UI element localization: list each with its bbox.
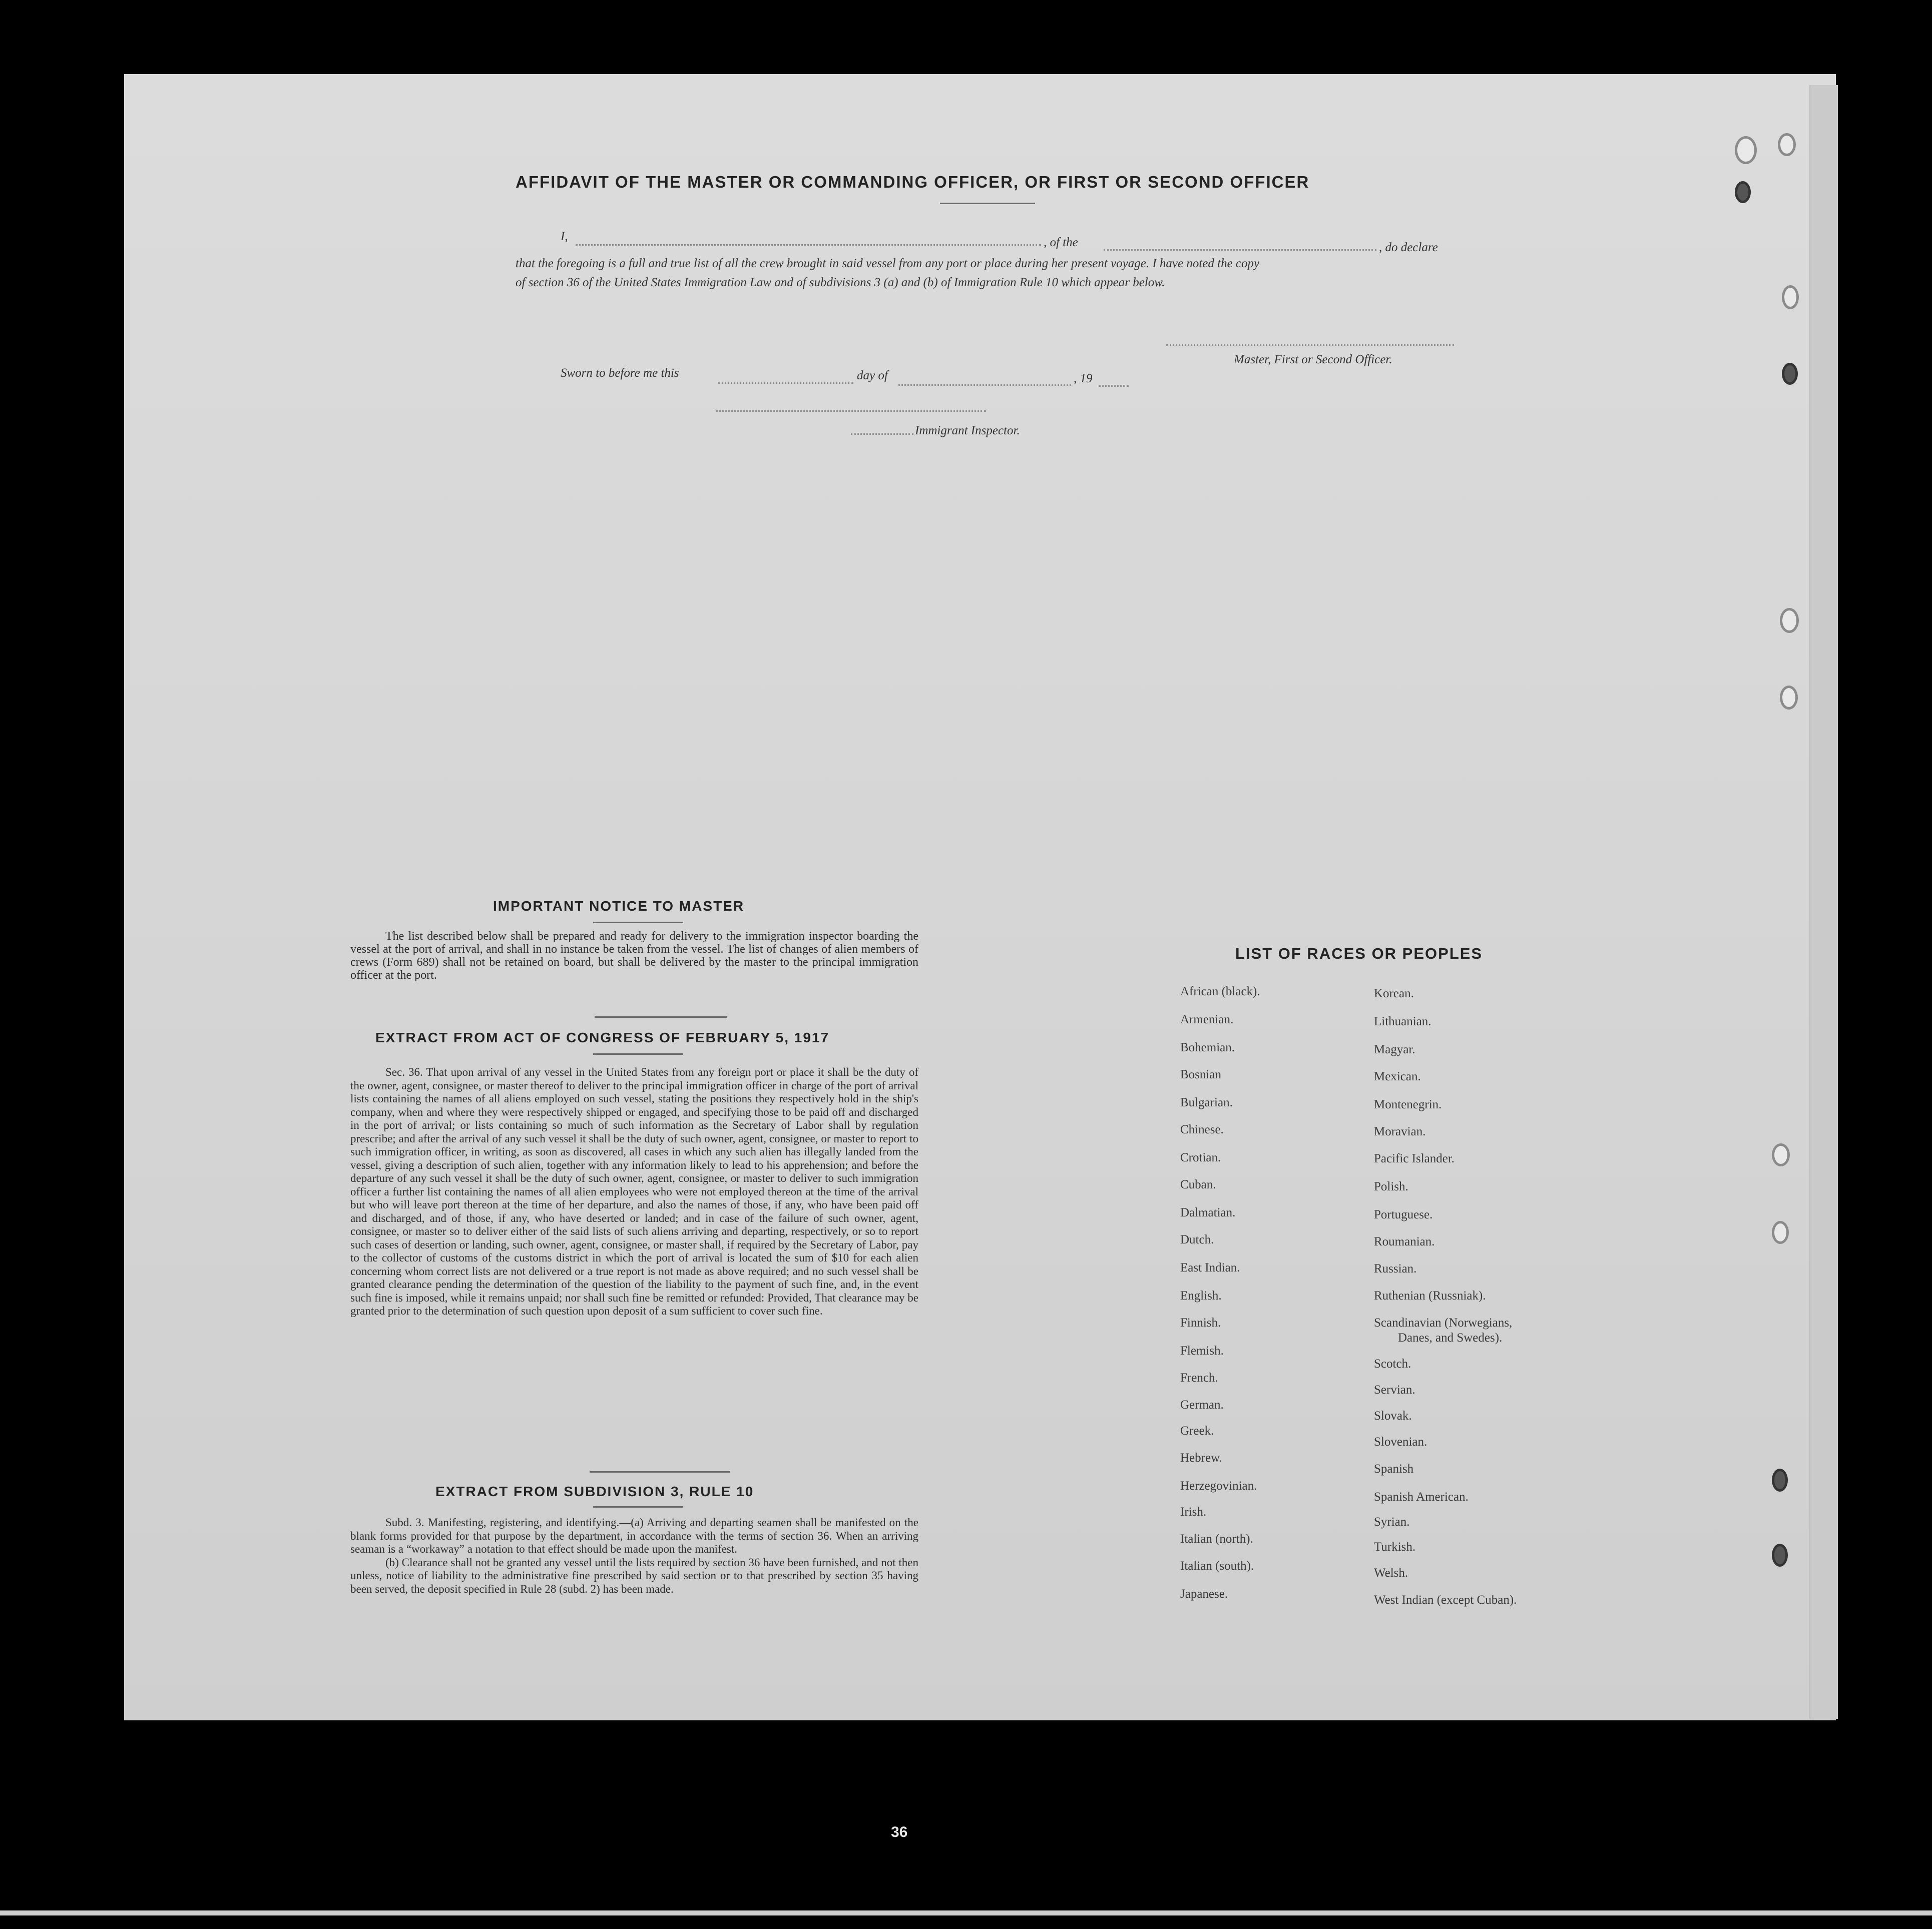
- race-item: Irish.: [1180, 1505, 1207, 1519]
- race-item: German.: [1180, 1398, 1224, 1412]
- race-item: Slovenian.: [1374, 1435, 1427, 1449]
- race-item: Scandinavian (Norwegians,: [1374, 1316, 1513, 1330]
- race-item: Syrian.: [1374, 1515, 1410, 1529]
- vessel-line: [1104, 249, 1376, 251]
- binder-hole: [1780, 608, 1799, 633]
- race-item: Greek.: [1180, 1424, 1214, 1438]
- divider: [940, 203, 1035, 204]
- race-item: Mexican.: [1374, 1070, 1421, 1083]
- race-item: Portuguese.: [1374, 1208, 1433, 1221]
- divider: [593, 922, 683, 923]
- day-line: [718, 382, 853, 384]
- race-item: Scotch.: [1374, 1357, 1411, 1371]
- race-item: Turkish.: [1374, 1540, 1416, 1554]
- affidavit-of-the: , of the: [1044, 236, 1078, 249]
- race-item: Flemish.: [1180, 1344, 1224, 1358]
- divider: [590, 1471, 730, 1473]
- divider: [595, 1016, 727, 1018]
- binder-hole: [1782, 363, 1798, 385]
- race-item: Polish.: [1374, 1180, 1408, 1193]
- race-item: Italian (north).: [1180, 1532, 1253, 1546]
- race-item: West Indian (except Cuban).: [1374, 1593, 1517, 1607]
- race-item: Ruthenian (Russniak).: [1374, 1289, 1486, 1303]
- race-item: Danes, and Swedes).: [1398, 1331, 1503, 1345]
- inspector-caption: Immigrant Inspector.: [915, 424, 1020, 437]
- name-line: [576, 244, 1041, 246]
- race-item: Servian.: [1374, 1383, 1415, 1397]
- extract-act-body: [350, 1066, 918, 1318]
- affidavit-line-2: that the foregoing is a full and true list of all the crew brought in said vessel from any port or place during her present voyage. I have noted the copy: [516, 257, 1260, 270]
- race-item: Dutch.: [1180, 1233, 1214, 1246]
- race-item: Crotian.: [1180, 1151, 1221, 1164]
- race-item: Montenegrin.: [1374, 1098, 1442, 1111]
- year-text: , 19: [1074, 372, 1093, 385]
- month-line: [898, 384, 1071, 386]
- race-item: Bosnian: [1180, 1068, 1221, 1081]
- signature-caption: Master, First or Second Officer.: [1234, 353, 1392, 366]
- race-item: Cuban.: [1180, 1178, 1216, 1191]
- signature-line: [1166, 344, 1454, 346]
- inspector-line: [716, 410, 986, 412]
- race-item: African (black).: [1180, 985, 1260, 998]
- race-item: Herzegovinian.: [1180, 1479, 1257, 1493]
- races-title: LIST OF RACES OR PEOPLES: [1235, 945, 1483, 962]
- affidavit-i-label: I,: [561, 230, 568, 243]
- race-item: Bulgarian.: [1180, 1096, 1233, 1109]
- race-item: Lithuanian.: [1374, 1015, 1431, 1028]
- page-number: 36: [891, 1824, 908, 1840]
- race-item: Moravian.: [1374, 1125, 1426, 1138]
- extract-rule-body: [350, 1516, 918, 1596]
- inspector-lead-line: [851, 433, 913, 435]
- day-of-text: day of: [857, 369, 888, 382]
- race-item: Japanese.: [1180, 1587, 1228, 1601]
- race-item: Roumanian.: [1374, 1235, 1435, 1248]
- race-item: Italian (south).: [1180, 1559, 1254, 1573]
- sworn-text: Sworn to before me this: [561, 366, 679, 380]
- binder-hole: [1772, 1221, 1789, 1244]
- race-item: Hebrew.: [1180, 1451, 1222, 1465]
- film-edge: [0, 1910, 1932, 1915]
- rule-paragraph-b: (b) Clearance shall not be granted any vessel until the lists required by section 36 have been furnished, and not then unless, notice of liability to the administrative fine prescribed by said section or to that prescribed by section 35 having been served, the deposit specified in Rule 28 (subd. 2) has been made.: [350, 1556, 918, 1595]
- extract-rule-title: EXTRACT FROM SUBDIVISION 3, RULE 10: [435, 1484, 754, 1499]
- year-line: [1099, 385, 1129, 387]
- race-item: French.: [1180, 1371, 1218, 1385]
- race-item: Slovak.: [1374, 1409, 1412, 1423]
- section-36-paragraph: Sec. 36. That upon arrival of any vessel in the United States from any foreign port or place it shall be the duty of the owner, agent, consignee, or master thereof to deliver to the principal immigration officer in charge of the port of arrival lists containing the names of all aliens employed on such vessel, stating the positions they respectively hold in the ship's company, when and where they were respectively shipped or engaged, and specifying those to be paid off and discharged in the port of arrival; or lists containing so much of such information as the Secretary of Labor shall by regulation prescribe; and after the arrival of any such vessel it shall be the duty of such owner, agent, consignee, or master to report to such immigration officer, in writing, as soon as discovered, all cases in which any such alien has illegally landed from the vessel, giving a description of such alien, together with any information likely to lead to his apprehension; and before the departure of any such vessel it shall be the duty of such owner, agent, consignee, or master to deliver to such immigration officer a further list containing the names of all alien employees who were not employed thereon at the time of the arrival but who will leave port thereon at the time of her departure, and also the names of those, if any, who have been paid off and discharged, and of those, if any, who have deserted or landed; and in case of the failure of such owner, agent, consignee, or master so to deliver either of the said lists of such aliens arriving and departing, respectively, or so to report such cases of desertion or landing, such owner, agent, consignee, or master shall, if required by the Secretary of Labor, pay to the collector of customs of the customs district in which the port of arrival is located the sum of $10 for each alien concerning whom correct lists are not delivered or a true report is not made as above required; and no such vessel shall be granted clearance pending the determination of the question of the liability to the payment of such fine, and, in the event such fine is imposed, while it remains unpaid; nor shall such fine be remitted or refunded: Provided, That clearance may be granted prior to the determination of such question upon deposit of a sum sufficient to cover such fine.: [350, 1066, 918, 1317]
- race-item: Dalmatian.: [1180, 1206, 1236, 1219]
- race-item: Armenian.: [1180, 1013, 1234, 1026]
- race-item: Magyar.: [1374, 1043, 1415, 1056]
- affidavit-title: AFFIDAVIT OF THE MASTER OR COMMANDING OFFICER, OR FIRST OR SECOND OFFICER: [516, 173, 1310, 191]
- binder-hole: [1778, 133, 1796, 156]
- binder-hole: [1772, 1544, 1788, 1567]
- race-item: Chinese.: [1180, 1123, 1224, 1136]
- race-item: East Indian.: [1180, 1261, 1240, 1274]
- divider: [593, 1506, 683, 1508]
- binder-hole: [1782, 285, 1799, 309]
- race-item: Spanish American.: [1374, 1490, 1469, 1504]
- rule-paragraph-a: Subd. 3. Manifesting, registering, and identifying.—(a) Arriving and departing seamen shall be manifested on the blank forms provided for that purpose by the department, in accordance with the terms of section 36. When an arriving seaman is a “workaway” a notation to that effect should be made upon the manifest.: [350, 1516, 918, 1555]
- document-page: [124, 74, 1836, 1720]
- race-item: Welsh.: [1374, 1566, 1408, 1580]
- binder-hole: [1780, 686, 1798, 710]
- race-item: Pacific Islander.: [1374, 1152, 1455, 1165]
- divider: [593, 1053, 683, 1055]
- affidavit-do-declare: , do declare: [1379, 241, 1438, 254]
- binder-hole: [1772, 1469, 1788, 1492]
- race-item: Korean.: [1374, 987, 1414, 1000]
- notice-title: IMPORTANT NOTICE TO MASTER: [493, 898, 745, 914]
- binder-hole: [1735, 136, 1757, 164]
- notice-body: [350, 930, 918, 982]
- race-item: Finnish.: [1180, 1316, 1221, 1330]
- race-item: Spanish: [1374, 1462, 1414, 1476]
- page-edge: [1809, 85, 1838, 1719]
- extract-act-title: EXTRACT FROM ACT OF CONGRESS OF FEBRUARY 5, 1917: [375, 1030, 830, 1045]
- binder-hole: [1772, 1143, 1790, 1166]
- race-item: English.: [1180, 1289, 1222, 1303]
- race-item: Russian.: [1374, 1262, 1417, 1275]
- affidavit-line-3: of section 36 of the United States Immigration Law and of subdivisions 3 (a) and (b) of Immigration Rule 10 which appear below.: [516, 276, 1165, 289]
- notice-paragraph: The list described below shall be prepared and ready for delivery to the immigration inspector boarding the vessel at the port of arrival, and shall in no instance be taken from the vessel. The list of changes of alien members of crews (Form 689) shall not be retained on board, but shall be delivered by the master to the principal immigration officer at the port.: [350, 930, 918, 982]
- binder-hole: [1735, 181, 1751, 203]
- race-item: Bohemian.: [1180, 1041, 1235, 1054]
